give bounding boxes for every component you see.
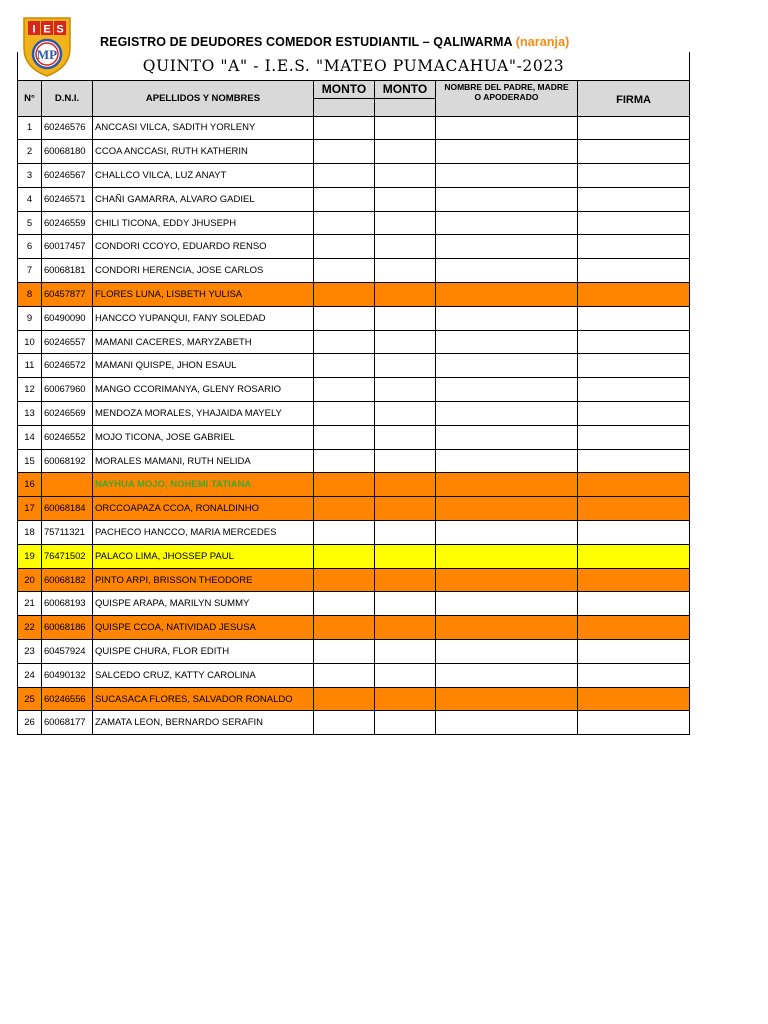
row-parent-name <box>436 640 578 664</box>
row-parent-name <box>436 235 578 259</box>
table-row <box>18 402 690 426</box>
title-note: (naranja) <box>515 35 570 49</box>
row-student-name: NAYHUA MOJO, NOHEMI TATIANA <box>93 473 314 497</box>
row-monto-1 <box>314 640 375 664</box>
row-monto-2 <box>375 592 436 616</box>
row-signature <box>578 640 690 664</box>
row-number: 1 <box>18 116 42 140</box>
col-header-signature: FIRMA <box>578 80 690 116</box>
row-number: 3 <box>18 164 42 188</box>
row-monto-1 <box>314 521 375 545</box>
row-monto-2 <box>375 164 436 188</box>
row-signature <box>578 235 690 259</box>
row-signature <box>578 164 690 188</box>
row-parent-name <box>436 568 578 592</box>
row-monto-2 <box>375 425 436 449</box>
row-parent-name <box>436 449 578 473</box>
row-monto-1 <box>314 497 375 521</box>
row-student-name: MORALES MAMANI, RUTH NELIDA <box>93 449 314 473</box>
row-student-name: PINTO ARPI, BRISSON THEODORE <box>93 568 314 592</box>
row-dni: 60246552 <box>42 425 93 449</box>
row-student-name: CONDORI HERENCIA, JOSE CARLOS <box>93 259 314 283</box>
row-dni: 60246576 <box>42 116 93 140</box>
table-row <box>18 259 690 283</box>
row-monto-1 <box>314 544 375 568</box>
logo-monogram: MP <box>36 47 58 62</box>
row-monto-2 <box>375 283 436 307</box>
row-monto-2 <box>375 640 436 664</box>
row-monto-2 <box>375 354 436 378</box>
row-signature <box>578 544 690 568</box>
row-student-name: QUISPE CCOA, NATIVIDAD JESUSA <box>93 616 314 640</box>
table-row <box>18 116 690 140</box>
row-monto-2 <box>375 497 436 521</box>
row-dni: 60246571 <box>42 187 93 211</box>
logo-letter-s: S <box>56 23 64 36</box>
table-row <box>18 663 690 687</box>
row-student-name: MOJO TICONA, JOSE GABRIEL <box>93 425 314 449</box>
row-number: 24 <box>18 663 42 687</box>
row-signature <box>578 425 690 449</box>
row-number: 17 <box>18 497 42 521</box>
row-monto-2 <box>375 711 436 735</box>
row-parent-name <box>436 116 578 140</box>
row-signature <box>578 330 690 354</box>
table-row <box>18 235 690 259</box>
col-header-monto-1-blank <box>314 98 375 116</box>
row-number: 10 <box>18 330 42 354</box>
row-dni: 60490132 <box>42 663 93 687</box>
row-parent-name <box>436 259 578 283</box>
table-row <box>18 211 690 235</box>
row-dni: 60490090 <box>42 306 93 330</box>
row-dni: 76471502 <box>42 544 93 568</box>
row-parent-name <box>436 711 578 735</box>
row-signature <box>578 187 690 211</box>
row-parent-name <box>436 425 578 449</box>
row-signature <box>578 378 690 402</box>
table-row <box>18 640 690 664</box>
row-monto-2 <box>375 211 436 235</box>
row-monto-2 <box>375 568 436 592</box>
row-number: 25 <box>18 687 42 711</box>
row-monto-2 <box>375 663 436 687</box>
row-parent-name <box>436 164 578 188</box>
row-dni: 60246559 <box>42 211 93 235</box>
row-monto-2 <box>375 259 436 283</box>
row-parent-name <box>436 687 578 711</box>
row-monto-1 <box>314 140 375 164</box>
row-monto-1 <box>314 116 375 140</box>
row-parent-name <box>436 378 578 402</box>
row-number: 20 <box>18 568 42 592</box>
row-parent-name <box>436 211 578 235</box>
row-dni: 60457877 <box>42 283 93 307</box>
logo-letter-e: E <box>43 23 51 36</box>
row-number: 23 <box>18 640 42 664</box>
row-monto-1 <box>314 164 375 188</box>
row-parent-name <box>436 140 578 164</box>
debtors-table <box>17 52 690 735</box>
row-monto-2 <box>375 687 436 711</box>
row-student-name: CHAÑI GAMARRA, ALVARO GADIEL <box>93 187 314 211</box>
row-monto-2 <box>375 306 436 330</box>
class-subtitle: QUINTO "A" - I.E.S. "MATEO PUMACAHUA"-2023 <box>18 52 690 80</box>
row-number: 13 <box>18 402 42 426</box>
row-dni: 60246556 <box>42 687 93 711</box>
table-row <box>18 354 690 378</box>
row-number: 6 <box>18 235 42 259</box>
col-header-monto-2: MONTO <box>375 80 436 98</box>
row-monto-1 <box>314 592 375 616</box>
row-signature <box>578 306 690 330</box>
row-monto-1 <box>314 711 375 735</box>
row-student-name: CCOA ANCCASI, RUTH KATHERIN <box>93 140 314 164</box>
table-row <box>18 425 690 449</box>
row-dni: 60246567 <box>42 164 93 188</box>
row-number: 14 <box>18 425 42 449</box>
row-monto-2 <box>375 616 436 640</box>
row-student-name: MANGO CCORIMANYA, GLENY ROSARIO <box>93 378 314 402</box>
row-monto-2 <box>375 235 436 259</box>
table-row <box>18 616 690 640</box>
row-monto-2 <box>375 544 436 568</box>
table-row <box>18 283 690 307</box>
row-monto-2 <box>375 140 436 164</box>
row-student-name: QUISPE CHURA, FLOR EDITH <box>93 640 314 664</box>
row-dni: 75711321 <box>42 521 93 545</box>
row-dni: 60246569 <box>42 402 93 426</box>
row-number: 21 <box>18 592 42 616</box>
row-monto-1 <box>314 211 375 235</box>
row-dni: 60246557 <box>42 330 93 354</box>
col-header-num: N° <box>18 80 42 116</box>
row-signature <box>578 687 690 711</box>
row-signature <box>578 521 690 545</box>
row-signature <box>578 116 690 140</box>
row-monto-1 <box>314 259 375 283</box>
row-number: 15 <box>18 449 42 473</box>
row-student-name: PALACO LIMA, JHOSSEP PAUL <box>93 544 314 568</box>
table-row <box>18 497 690 521</box>
row-dni: 60068180 <box>42 140 93 164</box>
row-monto-2 <box>375 521 436 545</box>
row-monto-1 <box>314 473 375 497</box>
row-monto-1 <box>314 378 375 402</box>
col-header-names: APELLIDOS Y NOMBRES <box>93 80 314 116</box>
row-parent-name <box>436 306 578 330</box>
row-monto-1 <box>314 283 375 307</box>
row-monto-1 <box>314 402 375 426</box>
row-dni: 60068177 <box>42 711 93 735</box>
row-student-name: CHILI TICONA, EDDY JHUSEPH <box>93 211 314 235</box>
row-signature <box>578 663 690 687</box>
row-monto-1 <box>314 568 375 592</box>
row-signature <box>578 568 690 592</box>
row-number: 18 <box>18 521 42 545</box>
row-number: 4 <box>18 187 42 211</box>
row-parent-name <box>436 473 578 497</box>
col-header-monto-2-blank <box>375 98 436 116</box>
row-dni: 60067960 <box>42 378 93 402</box>
table-row <box>18 711 690 735</box>
table-row <box>18 521 690 545</box>
row-parent-name <box>436 616 578 640</box>
row-monto-2 <box>375 187 436 211</box>
table-row <box>18 449 690 473</box>
table-row <box>18 568 690 592</box>
row-student-name: MAMANI CACERES, MARYZABETH <box>93 330 314 354</box>
row-monto-2 <box>375 116 436 140</box>
row-signature <box>578 283 690 307</box>
row-number: 22 <box>18 616 42 640</box>
row-monto-2 <box>375 449 436 473</box>
row-number: 2 <box>18 140 42 164</box>
row-number: 12 <box>18 378 42 402</box>
row-dni: 60017457 <box>42 235 93 259</box>
row-signature <box>578 211 690 235</box>
table-row <box>18 306 690 330</box>
row-signature <box>578 711 690 735</box>
row-signature <box>578 449 690 473</box>
row-parent-name <box>436 497 578 521</box>
row-parent-name <box>436 663 578 687</box>
row-dni: 60068186 <box>42 616 93 640</box>
row-number: 19 <box>18 544 42 568</box>
row-number: 26 <box>18 711 42 735</box>
row-dni: 60068182 <box>42 568 93 592</box>
row-number: 7 <box>18 259 42 283</box>
row-student-name: ZAMATA LEON, BERNARDO SERAFIN <box>93 711 314 735</box>
row-dni: 60068192 <box>42 449 93 473</box>
row-monto-2 <box>375 473 436 497</box>
row-signature <box>578 259 690 283</box>
document-title: REGISTRO DE DEUDORES COMEDOR ESTUDIANTIL – QALIWARMA (naranja) <box>100 35 570 49</box>
table-row <box>18 544 690 568</box>
row-student-name: PACHECO HANCCO, MARIA MERCEDES <box>93 521 314 545</box>
row-dni: 60246572 <box>42 354 93 378</box>
row-number: 16 <box>18 473 42 497</box>
table-row <box>18 592 690 616</box>
row-dni <box>42 473 93 497</box>
row-parent-name <box>436 402 578 426</box>
row-signature <box>578 354 690 378</box>
table-row <box>18 187 690 211</box>
row-signature <box>578 497 690 521</box>
row-parent-name <box>436 187 578 211</box>
table-row <box>18 164 690 188</box>
row-parent-name <box>436 283 578 307</box>
row-dni: 60068181 <box>42 259 93 283</box>
row-monto-1 <box>314 616 375 640</box>
row-signature <box>578 616 690 640</box>
row-signature <box>578 402 690 426</box>
row-monto-1 <box>314 187 375 211</box>
row-number: 5 <box>18 211 42 235</box>
logo-letter-i: I <box>32 23 36 36</box>
row-monto-2 <box>375 330 436 354</box>
row-student-name: MENDOZA MORALES, YHAJAIDA MAYELY <box>93 402 314 426</box>
row-signature <box>578 140 690 164</box>
row-student-name: MAMANI QUISPE, JHON ESAUL <box>93 354 314 378</box>
row-monto-1 <box>314 663 375 687</box>
row-student-name: SUCASACA FLORES, SALVADOR RONALDO <box>93 687 314 711</box>
row-parent-name <box>436 521 578 545</box>
row-dni: 60068184 <box>42 497 93 521</box>
row-signature <box>578 473 690 497</box>
table-row <box>18 330 690 354</box>
row-student-name: CHALLCO VILCA, LUZ ANAYT <box>93 164 314 188</box>
row-parent-name <box>436 330 578 354</box>
row-monto-1 <box>314 449 375 473</box>
row-monto-1 <box>314 306 375 330</box>
row-monto-1 <box>314 687 375 711</box>
row-student-name: ORCCOAPAZA CCOA, RONALDINHO <box>93 497 314 521</box>
row-monto-1 <box>314 235 375 259</box>
row-parent-name <box>436 592 578 616</box>
row-number: 8 <box>18 283 42 307</box>
row-student-name: HANCCO YUPANQUI, FANY SOLEDAD <box>93 306 314 330</box>
row-signature <box>578 592 690 616</box>
row-parent-name <box>436 544 578 568</box>
col-header-dni: D.N.I. <box>42 80 93 116</box>
table-row <box>18 687 690 711</box>
row-student-name: CONDORI CCOYO, EDUARDO RENSO <box>93 235 314 259</box>
row-number: 11 <box>18 354 42 378</box>
table-row <box>18 140 690 164</box>
row-monto-1 <box>314 330 375 354</box>
row-student-name: QUISPE ARAPA, MARILYN SUMMY <box>93 592 314 616</box>
row-number: 9 <box>18 306 42 330</box>
row-dni: 60068193 <box>42 592 93 616</box>
row-student-name: SALCEDO CRUZ, KATTY CAROLINA <box>93 663 314 687</box>
row-monto-1 <box>314 425 375 449</box>
row-monto-2 <box>375 378 436 402</box>
table-row <box>18 378 690 402</box>
table-row <box>18 473 690 497</box>
row-student-name: FLORES LUNA, LISBETH YULISA <box>93 283 314 307</box>
col-header-parent: NOMBRE DEL PADRE, MADRE O APODERADO <box>436 80 578 116</box>
col-header-monto-1: MONTO <box>314 80 375 98</box>
row-parent-name <box>436 354 578 378</box>
row-student-name: ANCCASI VILCA, SADITH YORLENY <box>93 116 314 140</box>
row-dni: 60457924 <box>42 640 93 664</box>
row-monto-1 <box>314 354 375 378</box>
row-monto-2 <box>375 402 436 426</box>
